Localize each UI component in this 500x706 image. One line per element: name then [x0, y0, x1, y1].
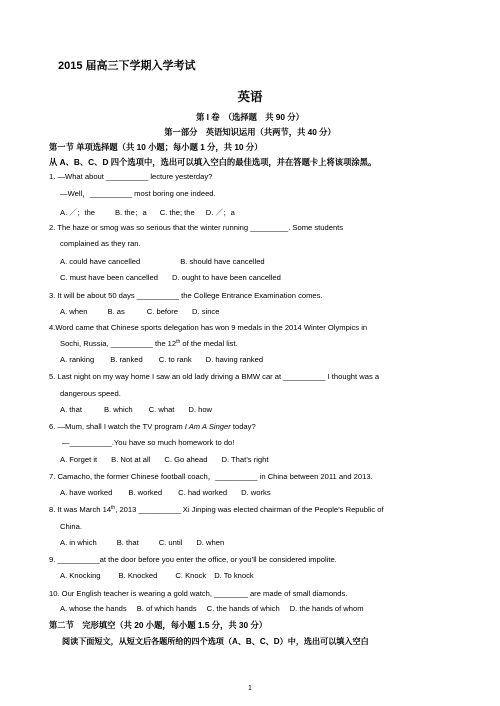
part-heading: 第一部分 英语知识运用（共两节，共 40 分） [164, 127, 336, 137]
section1-heading: 第一节 单项选择题（共 10 小题；每小题 1 分，共 10 分） [49, 142, 263, 152]
option-c: C. must have been cancelled [60, 273, 158, 282]
question-3: 3. It will be about 50 days __________ the College Entrance Examination comes. [49, 291, 323, 300]
question-1-line2: —Well，__________ most boring one indeed. [60, 189, 216, 198]
question-8-line2: China. [60, 522, 82, 531]
option-c: C. to rank [158, 355, 192, 364]
option-d: D. when [196, 538, 225, 547]
question-4: 4.Word came that Chinese sports delegation has won 9 medals in the 2014 Winter Olympics in [49, 323, 368, 332]
option-b: B. Knocked [118, 571, 158, 580]
question-2-options-row1 [60, 257, 265, 266]
question-10-options [60, 604, 364, 613]
question-8: 8. It was March 14th, 2013 __________ Xi Jinping was elected chairman of the People’s Republic of [49, 505, 384, 514]
option-d: D. works [241, 488, 271, 497]
question-2: 2. The haze or smog was so serious that the winter running _________. Some students [49, 223, 344, 232]
option-d: D. That’s right [221, 455, 269, 464]
volume-heading: 第 I 卷 （选择题 共 90 分） [196, 112, 304, 122]
question-5-line2: dangerous speed. [60, 389, 121, 398]
section1-instruction: 从 A、B、C、D 四个选项中，选出可以填入空白的最佳选项，并在答题卡上将该项涂黑。 [49, 157, 377, 167]
option-c: C. Knock [175, 571, 207, 580]
question-4-line2: Sochi, Russia, __________ the 12th of the medal list. [60, 339, 238, 348]
option-a: A. Knocking [60, 571, 101, 580]
option-a: A. ranking [60, 355, 95, 364]
subject-title: 英语 [237, 90, 263, 104]
question-5: 5. Last night on my way home I saw an old lady driving a BMW car at __________ I thought was a [49, 372, 380, 381]
option-c: C. what [148, 405, 175, 414]
question-4-options [60, 355, 263, 364]
option-a: A. in which [60, 538, 97, 547]
question-2-options-row2 [60, 273, 281, 282]
option-a: A. have worked [60, 488, 113, 497]
question-6-options [60, 455, 268, 464]
question-6-line2: —__________.You have so much homework to do! [62, 438, 235, 447]
option-d: D. how [188, 405, 213, 414]
question-1-options [60, 207, 235, 218]
question-1: 1. —What about __________ lecture yesterday? [49, 172, 213, 181]
option-c: C. had worked [178, 488, 228, 497]
option-d: D. ／；a [205, 208, 235, 217]
option-b: B. worked [128, 488, 163, 497]
question-9: 9. __________at the door before you enter the office, or you’ll be considered impolite. [49, 555, 337, 564]
question-10: 10. Our English teacher is wearing a gold watch, ________ are made of small diamonds. [49, 589, 348, 598]
option-b: B. of which hands [136, 604, 197, 613]
option-b: B. Not at all [111, 455, 151, 464]
option-a: A. whose the hands [60, 604, 127, 613]
option-d: D. since [192, 307, 220, 316]
section2-instruction: 阅读下面短文，从短文后各题所给的四个选项（A、B、C、D）中，选出可以填入空白 [62, 637, 369, 646]
section2-heading: 第二节 完形填空（共 20 小题，每小题 1.5 分，共 30 分） [49, 620, 268, 630]
option-a: A. ／；the [60, 208, 96, 217]
option-c: C. Go ahead [164, 455, 208, 464]
question-7: 7. Camacho, the former Chinese football coach，__________ in China between 2011 and 2013. [49, 472, 373, 481]
option-b: B. the；a [115, 208, 147, 217]
question-2-line2: complained as they ran. [60, 239, 141, 248]
option-b: B. that [116, 538, 139, 547]
option-d: D. ought to have been cancelled [171, 273, 281, 282]
question-6: 6. —Mum, shall I watch the TV program I Am A Singer today? [49, 422, 256, 431]
option-c: C. before [146, 307, 179, 316]
question-8-options [60, 538, 224, 547]
question-7-options [60, 488, 271, 497]
option-b: B. should have cancelled [180, 257, 265, 266]
option-c: C. until [158, 538, 183, 547]
question-5-options [60, 405, 212, 414]
option-c: C. the; the [159, 208, 195, 217]
option-a: A. could have cancelled [60, 257, 141, 266]
question-9-options [60, 571, 254, 580]
option-a: A. when [60, 307, 88, 316]
option-b: B. which [103, 405, 133, 414]
option-a: A. that [60, 405, 82, 414]
option-b: B. ranked [110, 355, 143, 364]
option-d: D. the hands of whom [289, 604, 364, 613]
option-d: D. having ranked [205, 355, 264, 364]
option-a: A. Forget it [60, 455, 98, 464]
page-number: 1 [248, 685, 252, 692]
option-c: C. the hands of which [206, 604, 280, 613]
option-d: D. To knock [214, 571, 254, 580]
exam-title: 2015 届高三下学期入学考试 [58, 60, 196, 72]
question-3-options [60, 307, 219, 316]
option-b: B. as [107, 307, 125, 316]
